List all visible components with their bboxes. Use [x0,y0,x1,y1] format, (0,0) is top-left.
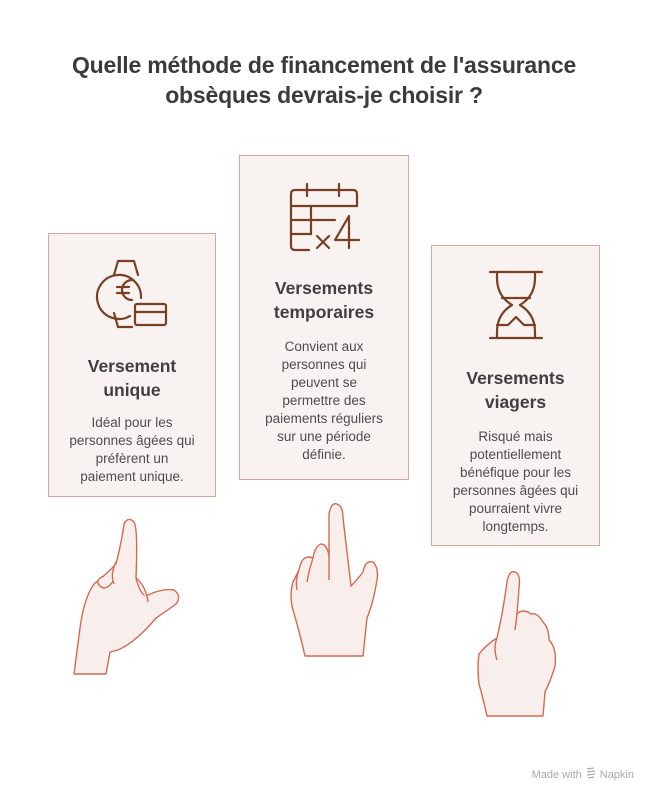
hourglass-icon [486,268,546,342]
option-title: Versements temporaires [273,278,375,322]
title-line-2: obsèques devrais-je choisir ? [165,82,483,108]
watch-euro-card-icon [94,256,170,332]
option-title: Versements viagers [466,368,565,412]
option-card-versements-viagers [431,245,600,546]
option-title: Versement unique [87,356,177,400]
pointing-hand-3-icon [475,568,565,724]
page-title [0,50,648,110]
footer-attribution [532,767,634,782]
pointing-hand-1-icon [70,518,190,678]
made-with-label: Made with [531,768,582,781]
calendar-times-four-icon [287,182,361,252]
pointing-hand-2-icon [287,500,387,660]
title-line-1: Quelle méthode de financement de l'assurance [71,52,577,78]
napkin-brand-label: Napkin [599,768,634,781]
option-card-versement-unique [48,233,216,497]
napkin-logo-icon [586,767,596,782]
option-description: Convient aux personnes qui peuvent se permettre des paiements réguliers sur une période définie. [265,339,383,462]
option-card-versements-temporaires [239,155,409,480]
option-description: Idéal pour les personnes âgées qui préfèrent un paiement unique. [69,415,195,484]
option-description: Risqué mais potentiellement bénéfique pour les personnes âgées qui pourraient vivre longtemps. [452,429,579,534]
